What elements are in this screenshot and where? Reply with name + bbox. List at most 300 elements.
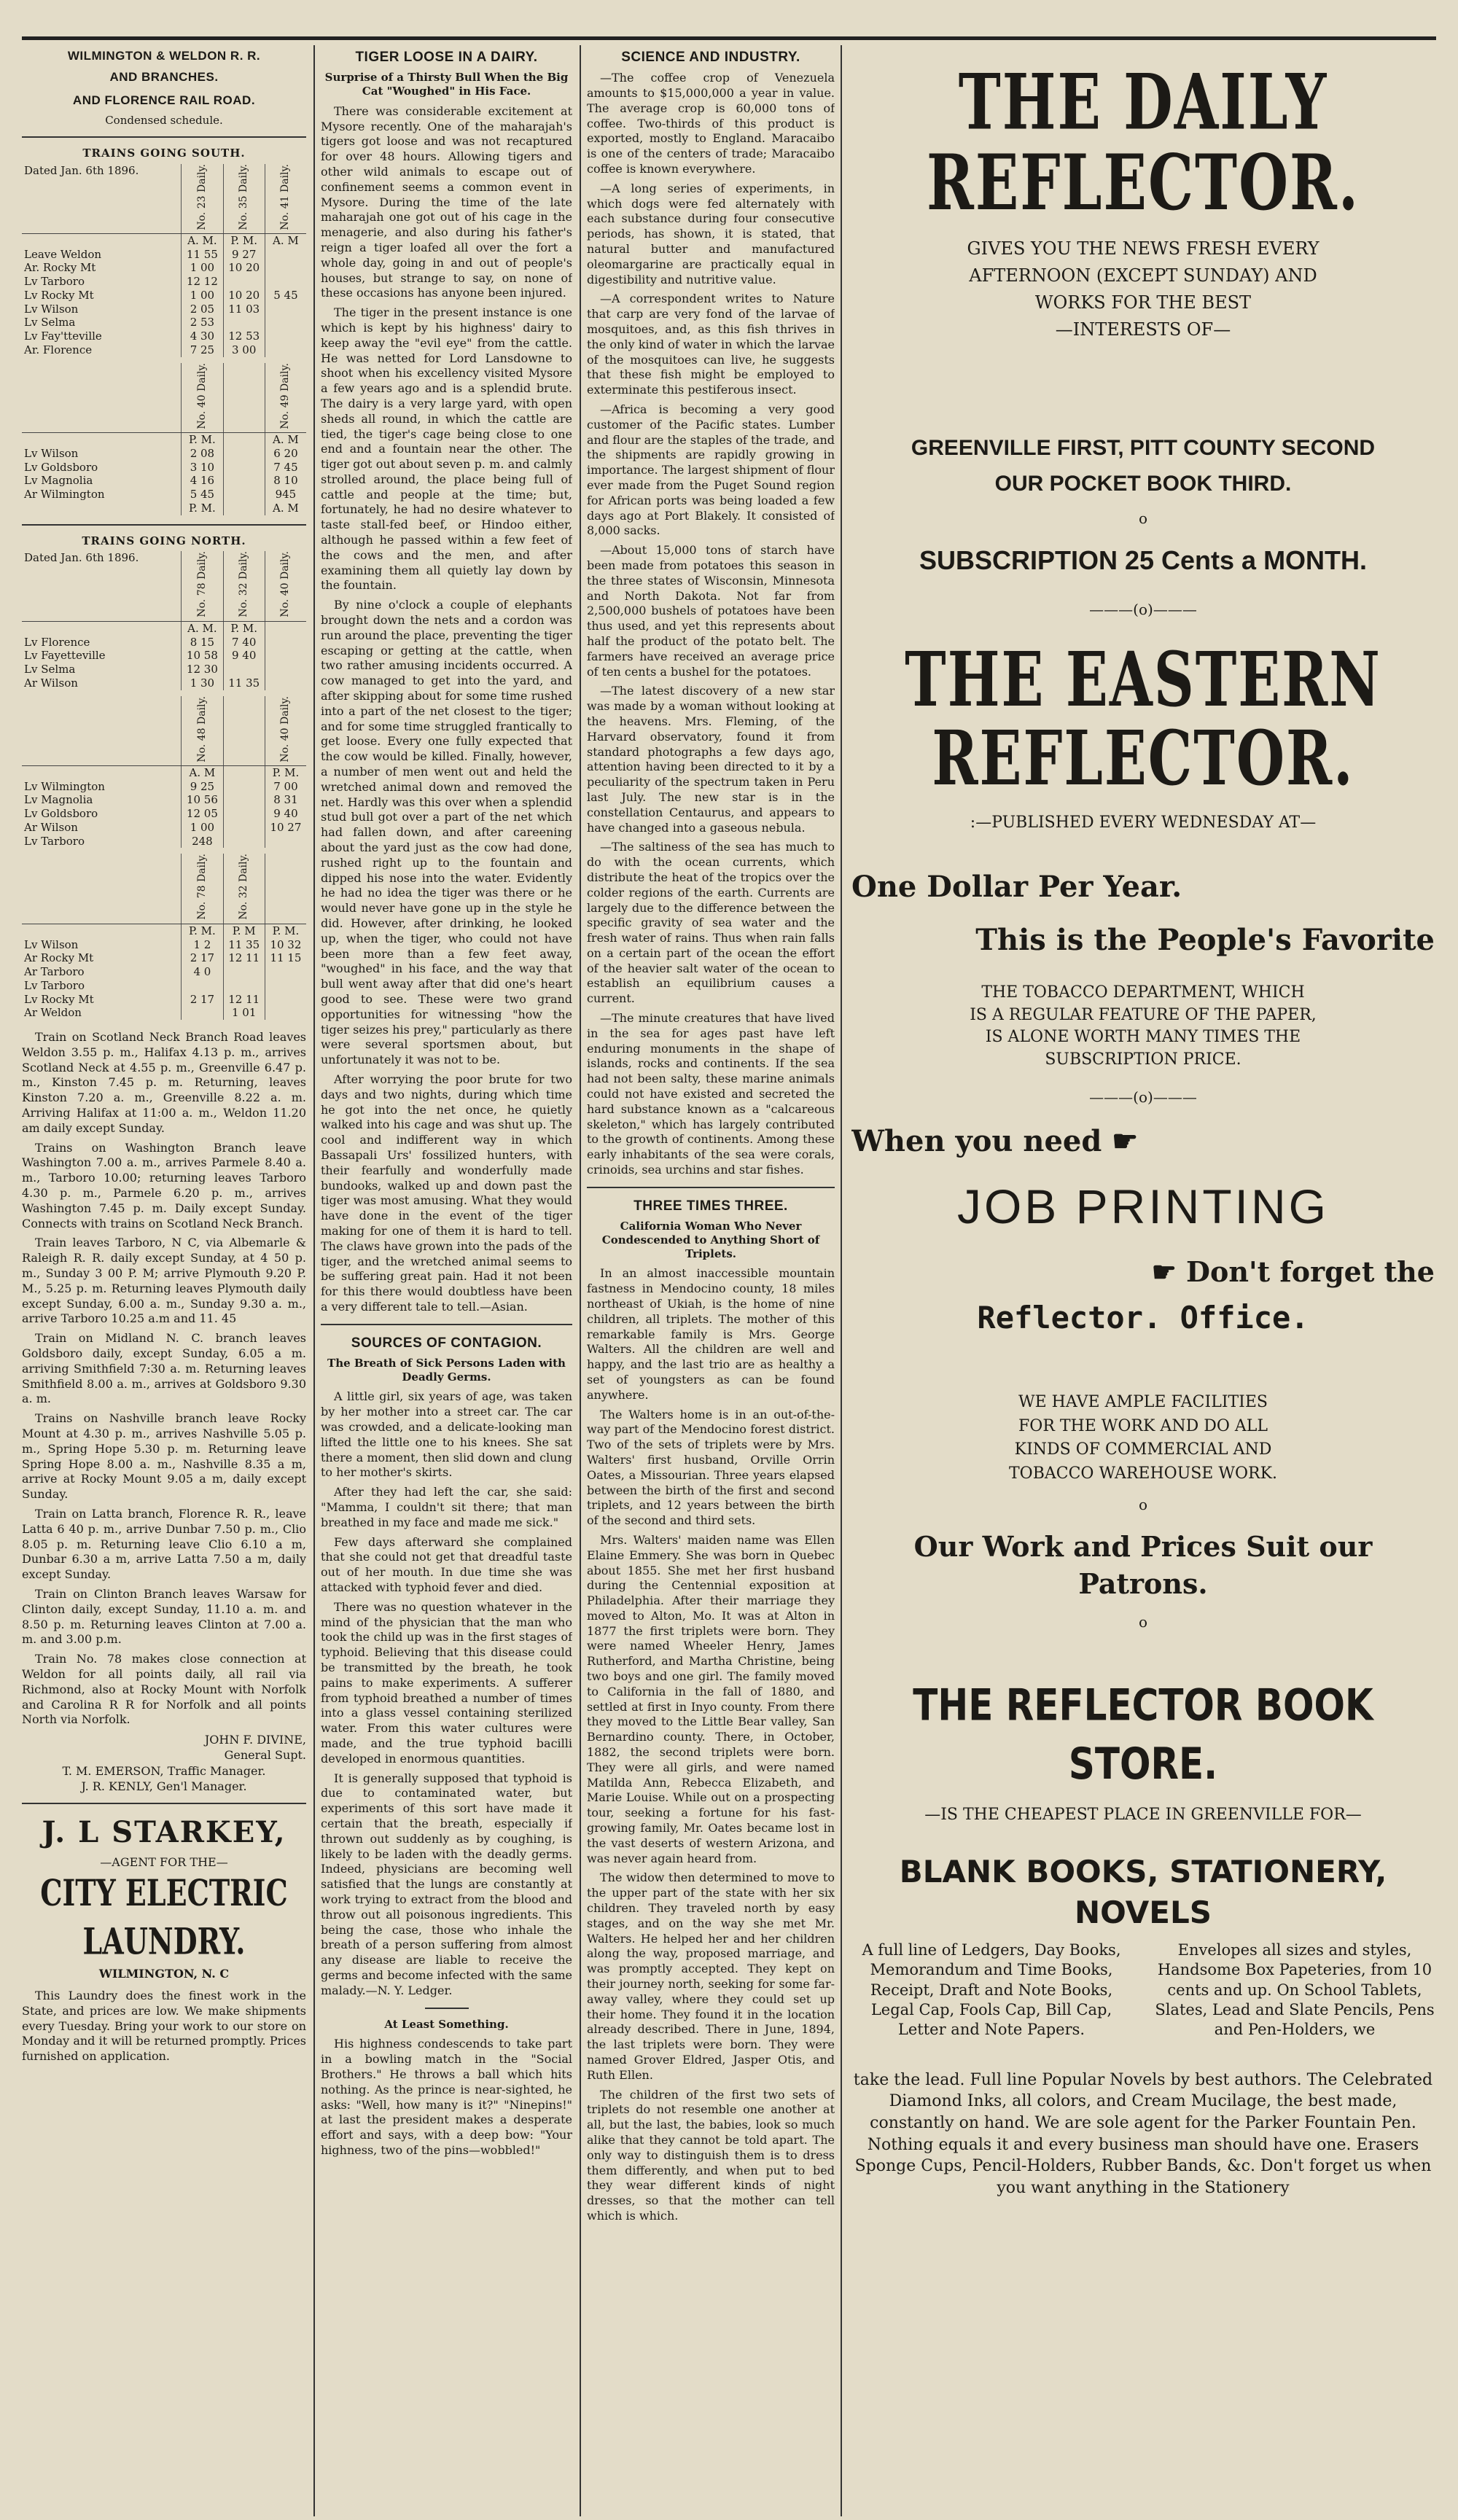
- signature-kenly: J. R. KENLY, Gen'l Manager.: [81, 1779, 247, 1793]
- train-time: A. M: [265, 502, 306, 515]
- paragraph: The children of the first two sets of triplets do not resemble one another at all, but the last, the babies, look so much alike that they cannot be told apart. The only way to distinguish them is to dress them differently, and when put to bed they wear different kinds of night dresses, so that the mother can tell which is which.: [587, 2087, 835, 2223]
- timetable-header-train: No. 40 Daily.: [182, 363, 223, 433]
- station-name: Ar. Florence: [24, 343, 93, 356]
- paragraph: Train on Latta branch, Florence R. R., leave Latta 6 40 p. m., arrive Dunbar 7.50 p. m., Clio 8.05 p. m. Returning leave Clio 6.10 a m, Dunbar 6.30 a m, arrive Latta 7.50 a m, daily except Sunday.: [22, 1506, 306, 1582]
- paragraph: —The minute creatures that have lived in the sea for ages past have left enduring monuments in the shape of islands, rocks and continents. If the sea had not been salty, these marine animals could not have existed and secreted the hard substance known as a "calcareous skeleton," which has largely contributed to the growth of continents. Among these early inhabitants of the sea were corals, crinoids, sea urchins and star fishes.: [587, 1011, 835, 1177]
- divider: [22, 1803, 306, 1804]
- train-time: [223, 461, 265, 475]
- column-separator: [841, 45, 842, 2516]
- station-name: Ar Wilmington: [24, 488, 105, 502]
- train-time: A. M: [265, 233, 306, 247]
- train-time: 12 05: [182, 807, 223, 821]
- train-time: 10 32: [265, 938, 306, 952]
- ample-line-3: KINDS OF COMMERCIAL AND: [1014, 1440, 1272, 1459]
- rr-schedule-note: Condensed schedule.: [105, 113, 223, 127]
- train-time: [265, 248, 306, 262]
- paragraph: —The coffee crop of Venezuela amounts to $15,000,000 a year in value. The average crop is 60,000 tons of coffee. Two-thirds of this product is exported, mostly to England. Maracaibo is one of the centers of trade; Maracaibo coffee is known everywhere.: [587, 71, 835, 176]
- station-name: [22, 502, 182, 515]
- triplets-story: [587, 1266, 835, 2223]
- paragraph: Train leaves Tarboro, N C, via Albemarle & Raleigh R. R. daily except Sunday, at 4 50 p. m., Sunday 3 00 P. M; arrive Plymouth 9.20 P. M., 5.25 p. m. Returning leaves Plymouth daily except Sunday, 6.00 a. m., Sunday 9.30 a. m., arrive Tarboro 10.25 a.m and 11. 45: [22, 1236, 306, 1326]
- timetable-header-train: [265, 854, 306, 924]
- contagion-subheadline: The Breath of Sick Persons Laden with Deadly Germs.: [327, 1356, 566, 1384]
- train-time: 7 00: [265, 780, 306, 794]
- divider: [22, 524, 306, 526]
- greenville-line: GREENVILLE FIRST, PITT COUNTY SECOND: [911, 435, 1376, 460]
- station-name: Lv Rocky Mt: [24, 288, 94, 302]
- train-time: [265, 343, 306, 357]
- timetable-header-train: [223, 363, 265, 433]
- station-name: [22, 924, 182, 937]
- timetable-row: [22, 649, 306, 663]
- ample-line-1: WE HAVE AMPLE FACILITIES: [1018, 1393, 1268, 1412]
- dont-forget: ☛ Don't forget the: [1151, 1255, 1435, 1288]
- starkey-name: J. L STARKEY,: [42, 1815, 286, 1850]
- timetable-header-date: [22, 696, 182, 766]
- agent-line: —AGENT FOR THE—: [100, 1855, 228, 1870]
- train-time: 3 00: [223, 343, 265, 357]
- timetable-row: [22, 316, 306, 329]
- timetable-row: [22, 807, 306, 821]
- train-time: [265, 329, 306, 343]
- pocket-book-line: OUR POCKET BOOK THIRD.: [994, 472, 1292, 496]
- bowling-subheadline: At Least Something.: [384, 2017, 509, 2031]
- north-timetable-3: [22, 854, 306, 1020]
- paragraph: There was no question whatever in the mind of the physician that the man who took the child up was in the first stages of typhoid. Believing that this disease could be transmitted by the breath, he took pains to make experiments. A sufferer from typhoid breathed a number of times into a glass vessel containing sterilized water. From this water cultures were made, and the true typhoid bacilli developed in enormous quantities.: [321, 1599, 572, 1766]
- tiger-subheadline: Surprise of a Thirsty Bull When the Big Cat "Woughed" in His Face.: [324, 71, 569, 98]
- station-name: Lv Tarboro: [24, 978, 85, 992]
- paragraph: Trains on Washington Branch leave Washington 7.00 a. m., arrives Parmele 8.40 a. m., Tarboro 10.00; returning leaves Tarboro 4.30 p. m., Parmele 6.20 p. m., arrives Washington 7.45 p. m. Daily except Sunday. Connects with trains on Scotland Neck Branch.: [22, 1140, 306, 1230]
- published-line: :—PUBLISHED EVERY WEDNESDAY AT—: [970, 813, 1317, 832]
- station-name: Lv Fayetteville: [24, 649, 106, 663]
- ample-line-4: TOBACCO WAREHOUSE WORK.: [1008, 1464, 1278, 1483]
- branch-notes: [22, 1030, 306, 1728]
- paragraph: Mrs. Walters' maiden name was Ellen Elaine Emmery. She was born in Quebec about 1855. She met her first husband during the Centennial exposition at Philadelphia. After their marriage they moved to Alton, Mo. It was at Alton in 1877 the first triplets were born. They were named Wheeler Henry, James Rutherford, and Martha Christine, being two boys and one girl. The family moved to California in the fall of 1880, and settled at first in Inyo county. From there they moved to the Little Bear valley, San Bernardino county. There, in October, 1882, the second triplets were born. They were all girls, and were named Matilda Ann, Rebecca Elizabeth, and Marie Louise. While out on a prospecting tour, seeking a fortune for his fast-growing family, Mr. Oates became lost in the vast deserts of western Arizona, and was never again heard from.: [587, 1532, 835, 1865]
- north-timetable: [22, 551, 306, 690]
- train-time: [223, 433, 265, 447]
- train-time: [182, 1006, 223, 1020]
- timetable-header-train: No. 40 Daily.: [265, 696, 306, 766]
- paragraph: There was considerable excitement at Mysore recently. One of the maharajah's tigers got loose and was not recaptured for over 48 hours. Allowing tigers and other wild animals to escape out of confinement seems a common event in Mysore. During the time of the late maharajah one got out of his cage in the menagerie, and also during his father's reign a tiger loafed all over the fort a whole day, going in and out of people's houses, but strange to say, on none of these occasions has anyone been injured.: [321, 104, 572, 300]
- timetable-row: [22, 979, 306, 993]
- train-time: 1 01: [223, 1006, 265, 1020]
- column-separator: [580, 45, 581, 2516]
- timetable-row: [22, 676, 306, 690]
- station-name: Ar Rocky Mt: [24, 951, 94, 965]
- train-time: 9 27: [223, 248, 265, 262]
- train-time: 8 10: [265, 474, 306, 488]
- timetable-row: [22, 447, 306, 461]
- timetable-header-date: [22, 854, 182, 924]
- train-time: [223, 835, 265, 849]
- station-name: Ar Weldon: [24, 1006, 82, 1020]
- paragraph: After worrying the poor brute for two days and two nights, during which time he got into the net once, he quietly walked into his cage and was shut up. The cool and indifferent way in which Bassapali Urs' fossilized hunters, with their fearfully and wonderfully made bundooks, walked up and down past the tiger was most amusing. What they would have done in the event of the tiger making for one of them it is hard to tell. The claws have grown into the pads of the tiger, and the wretched animal seems to be suffering great pain. Had it not been for this there would doubtless have been a very different tale to tell.—Asian.: [321, 1072, 572, 1314]
- reflector-advertisement: [851, 45, 1435, 2509]
- timetable-row: [22, 289, 306, 303]
- paragraph: In an almost inaccessible mountain fastness in Mendocino county, 18 miles northeast of Ukiah, is the home of nine children, all triplets. The mother of this remarkable family is Mrs. George Walters. All the children are well and happy, and the last trio are as healthy a set of youngsters as can be found anywhere.: [587, 1266, 835, 1402]
- train-time: [265, 835, 306, 849]
- timetable-row: [22, 233, 306, 247]
- paragraph: The widow then determined to move to the upper part of the state with her six children. They traveled north by easy stages, and on the way she met Mr. Walters. He helped her and her children along the way, proposed marriage, and was promptly accepted. They kept on their journey north, seeking for some far-away valley, where they could set up their home. They found it in the location already described. There in June, 1894, the last triplets were born. They were named Grover Eldred, Jasper Otis, and Ruth Ellen.: [587, 1871, 835, 2082]
- railroad-column: [22, 45, 306, 2509]
- rr-subtitle-2: AND FLORENCE RAIL ROAD.: [72, 93, 256, 108]
- ample-line-2: FOR THE WORK AND DO ALL: [1018, 1416, 1268, 1435]
- train-time: [265, 979, 306, 993]
- train-time: 4 0: [182, 965, 223, 979]
- train-time: 4 30: [182, 329, 223, 343]
- gives-line-1: GIVES YOU THE NEWS FRESH EVERY: [967, 238, 1319, 259]
- train-time: 12 12: [182, 275, 223, 289]
- rr-subtitle: AND BRANCHES.: [109, 69, 219, 84]
- daily-reflector-title: THE DAILY REFLECTOR.: [927, 58, 1360, 228]
- timetable-row: [22, 993, 306, 1007]
- divider: [22, 136, 306, 138]
- stationery-list-right: Envelopes all sizes and styles, Handsome Box Papeteries, from 10 cents and up. On School Tablets, Slates, Lead and Slate Pencils, Pens and Pen-Holders, we: [1155, 1941, 1435, 2039]
- contagion-headline: SOURCES OF CONTAGION.: [351, 1335, 542, 1351]
- divider: o: [1138, 1495, 1148, 1513]
- train-time: 12 11: [223, 951, 265, 965]
- laundry-title: CITY ELECTRIC LAUNDRY.: [40, 1871, 288, 1962]
- station-name: Lv Rocky Mt: [24, 992, 94, 1006]
- train-time: 2 17: [182, 993, 223, 1007]
- train-time: 10 20: [223, 261, 265, 275]
- paragraph: Train on Clinton Branch leaves Warsaw for Clinton daily, except Sunday, 11.10 a. m. and 8.50 p. m. Returning leaves Clinton at 7.00 a. m. and 3.00 p.m.: [22, 1586, 306, 1647]
- train-time: A. M.: [182, 233, 223, 247]
- timetable-row: [22, 821, 306, 835]
- station-name: Ar Wilson: [24, 676, 78, 690]
- train-time: A. M: [182, 765, 223, 779]
- paragraph: His highness condescends to take part in a bowling match in the "Social Brothers." He throws a ball which hits nothing. As the prince is near-sighted, he asks: "Well, how many is it?" "Ninepins!" at last the president makes a desperate effort and says, with a deep bow: "Your highness, two of the pins—wobbled!": [321, 2037, 572, 2157]
- station-name: Lv Wilson: [24, 937, 79, 951]
- station-name: Lv Florence: [24, 635, 90, 649]
- timetable-header-train: No. 32 Daily.: [223, 551, 265, 621]
- station-name: Ar Wilson: [24, 820, 78, 834]
- paragraph: After they had left the car, she said: "Mamma, I couldn't sit there; that man breathed in my face and made me sick.": [321, 1485, 572, 1529]
- paragraph: The Walters home is in an out-of-the-way part of the Mendocino forest district. Two of the sets of triplets were by Mrs. Walters' first husband, Orville Orrin Oates, a Missourian. Three years elapsed between the birth of the first and second triplets, and 12 years between the birth of the second and third sets.: [587, 1407, 835, 1528]
- timetable-header-train: [223, 696, 265, 766]
- train-time: 248: [182, 835, 223, 849]
- gives-line-4: —INTERESTS OF—: [1055, 319, 1231, 340]
- train-time: 12 30: [182, 663, 223, 676]
- train-time: [223, 316, 265, 329]
- timetable-row: [22, 1006, 306, 1020]
- train-time: 9 25: [182, 780, 223, 794]
- paragraph: —The saltiness of the sea has much to do with the ocean currents, which distribute the heat of the tropics over the colder regions of the earth. Currents are largely due to the difference between the specific gravity of sea water and the fresh water of rains. Thus when rain falls on a certain part of the ocean the effort of the heavier salt water of the ocean to establish an equilibrium causes a current.: [587, 840, 835, 1006]
- timetable-row: [22, 275, 306, 289]
- train-time: 4 16: [182, 474, 223, 488]
- train-time: [182, 979, 223, 993]
- timetable-row: [22, 502, 306, 515]
- train-time: 11 55: [182, 248, 223, 262]
- subscription-line: SUBSCRIPTION 25 Cents a MONTH.: [919, 545, 1368, 575]
- timetable-header-train: No. 40 Daily.: [265, 551, 306, 621]
- station-name: Lv Selma: [24, 316, 76, 329]
- timetable-row: [22, 474, 306, 488]
- tobacco-line-1: THE TOBACCO DEPARTMENT, WHICH: [981, 983, 1305, 1002]
- station-name: Lv Wilson: [24, 446, 79, 460]
- timetable-row: [22, 343, 306, 357]
- paragraph: A little girl, six years of age, was taken by her mother into a street car. The car was crowded, and a delicate-looking man lifted the little one to his knees. She sat there a moment, then slid down and clung to her mother's skirts.: [321, 1389, 572, 1480]
- train-time: P. M.: [182, 924, 223, 937]
- timetable-row: [22, 765, 306, 779]
- timetable-row: [22, 261, 306, 275]
- timetable-header-date: Dated Jan. 6th 1896.: [22, 164, 182, 234]
- train-time: 1 00: [182, 261, 223, 275]
- trains-north-title: TRAINS GOING NORTH.: [82, 534, 246, 547]
- paragraph: Train on Scotland Neck Branch Road leaves Weldon 3.55 p. m., Halifax 4.13 p. m., arrives Scotland Neck at 4.55 p. m., Greenville 6.47 p. m., Kinston 7.45 p. m. Returning, leaves Kinston 7.20 a. m., Greenville 8.22 a. m. Arriving Halifax at 11:00 a. m., Weldon 11.20 am daily except Sunday.: [22, 1030, 306, 1135]
- paragraph: The tiger in the present instance is one which is kept by his highness' dairy to keep away the "evil eye" from the cattle. He was netted for Lord Lansdowne to shoot when his excellency visited Mysore a few years ago and is a splendid brute. The dairy is a very large yard, with open sheds all round, in which the cattle are tied, the tiger's cage being close to one end and a fountain near the other. The tiger got out about seven p. m. and calmly strolled around, the place being full of cattle and people at the time; but, fortunately, he had no desire whatever to taste stall-fed beef, or Hindoo either, although he passed within a few feet of the cows and the men, and after examining them all quietly lay down by the fountain.: [321, 305, 572, 593]
- tobacco-line-4: SUBSCRIPTION PRICE.: [1045, 1050, 1241, 1069]
- stories-column: [321, 45, 572, 2509]
- station-name: Lv Goldsboro: [24, 460, 98, 474]
- signature-divine: JOHN F. DIVINE,: [204, 1733, 306, 1747]
- train-time: P. M.: [265, 924, 306, 937]
- train-time: 9 40: [265, 807, 306, 821]
- timetable-header-train: No. 49 Daily.: [265, 363, 306, 433]
- train-time: [265, 621, 306, 635]
- blank-books-line: BLANK BOOKS, STATIONERY, NOVELS: [899, 1854, 1387, 1931]
- train-time: 2 17: [182, 951, 223, 965]
- timetable-header-train: No. 78 Daily.: [182, 854, 223, 924]
- stationery-list-left: A full line of Ledgers, Day Books, Memorandum and Time Books, Receipt, Draft and Note Books, Legal Cap, Fools Cap, Bill Cap, Letter and Note Papers.: [862, 1941, 1121, 2039]
- paragraph: —About 15,000 tons of starch have been made from potatoes this season in the three states of Wisconsin, Minnesota and North Dakota. Not far from 2,500,000 bushels of potatoes have been thus used, and yet this represents about half the product of the potato belt. The farmers have received an average price of ten cents a bushel for the potatoes.: [587, 543, 835, 679]
- train-time: 12 11: [223, 993, 265, 1007]
- tiger-story: [321, 104, 572, 1315]
- train-time: [223, 502, 265, 515]
- peoples-favorite: This is the People's Favorite: [975, 922, 1435, 957]
- train-time: [265, 965, 306, 979]
- train-time: 10 58: [182, 649, 223, 663]
- train-time: [223, 965, 265, 979]
- gives-line-2: AFTERNOON (EXCEPT SUNDAY) AND: [969, 265, 1317, 286]
- station-name: [22, 433, 182, 447]
- train-time: [223, 488, 265, 502]
- timetable-row: [22, 965, 306, 979]
- gives-line-3: WORKS FOR THE BEST: [1034, 292, 1252, 313]
- train-time: [265, 636, 306, 649]
- divider: ———(o)———: [1089, 1088, 1197, 1107]
- tobacco-line-3: IS ALONE WORTH MANY TIMES THE: [985, 1028, 1301, 1047]
- timetable-row: [22, 303, 306, 316]
- train-time: [223, 663, 265, 676]
- eastern-reflector-title: THE EASTERN REFLECTOR.: [905, 636, 1381, 803]
- train-time: 10 20: [223, 289, 265, 303]
- train-time: 11 35: [223, 938, 265, 952]
- timetable-row: [22, 248, 306, 262]
- timetable-row: [22, 938, 306, 952]
- paragraph: Train No. 78 makes close connection at Weldon for all points daily, all rail via Richmond, also at Rocky Mount with Norfolk and Carolina R R for Norfolk and all points North via Norfolk.: [22, 1652, 306, 1727]
- train-time: [265, 649, 306, 663]
- north-timetable-2: [22, 696, 306, 849]
- science-notes: [587, 71, 835, 1178]
- train-time: P. M.: [223, 233, 265, 247]
- train-time: 2 53: [182, 316, 223, 329]
- timetable-header-train: No. 35 Daily.: [223, 164, 265, 234]
- divider: o: [1138, 1613, 1148, 1631]
- paragraph: —A long series of experiments, in which dogs were fed alternately with each substance during four consecutive periods, has shown, it is stated, that natural butter and manufactured oleomargarine are practically equal in digestibility and nutritive value.: [587, 181, 835, 286]
- station-name: Lv Magnolia: [24, 474, 93, 488]
- train-time: 11 15: [265, 951, 306, 965]
- train-time: 6 20: [265, 447, 306, 461]
- bowling-story: [321, 2037, 572, 2158]
- train-time: [223, 821, 265, 835]
- train-time: 8 15: [182, 636, 223, 649]
- timetable-header-train: No. 48 Daily.: [182, 696, 223, 766]
- timetable-header-train: No. 41 Daily.: [265, 164, 306, 234]
- train-time: 10 56: [182, 793, 223, 807]
- train-time: P. M.: [223, 621, 265, 635]
- paragraph: —The latest discovery of a new star was made by a woman without looking at the heavens. Mrs. Fleming, of the Harvard observatory, found it from standard photographs a few days ago, attention having been directed to it by a peculiarity of the spectrum taken in Peru last July. The new star is in the constellation Centaurus, and appears to have changed into a gaseous nebula.: [587, 684, 835, 835]
- train-time: [223, 780, 265, 794]
- timetable-header-train: No. 23 Daily.: [182, 164, 223, 234]
- timetable-header-date: [22, 363, 182, 433]
- closing-paragraph: take the lead. Full line Popular Novels by best authors. The Celebrated Diamond Inks, all colors, and Cream Mucilage, the best made, constantly on hand. We are sole agent for the Parker Fountain Pen. Nothing equals it and every business man should have one. Erasers Sponge Cups, Pencil-Holders, Rubber Bands, &c. Don't forget us when you want anything in the Stationery: [853, 2070, 1433, 2198]
- train-time: 7 40: [223, 636, 265, 649]
- timetable-header-date: Dated Jan. 6th 1896.: [22, 551, 182, 621]
- train-time: [265, 275, 306, 289]
- timetable-row: [22, 793, 306, 807]
- train-time: 1 00: [182, 289, 223, 303]
- train-time: 1 00: [182, 821, 223, 835]
- paragraph: By nine o'clock a couple of elephants brought down the nets and a cordon was run around the place, preventing the tiger escaping or getting at the cattle, when two rather amusing incidents occurred. A cow managed to get into the yard, and after skipping about for some time rushed into a part of the net closest to the tiger; and for some time struggled frantically to get loose. Every one fully expected that the cow would be killed. Finally, however, a number of men went out and held the wretched animal down and removed the net. Hardly was this over when a splendid stud bull got over a part of the net which had fallen down, and after careening about the yard just as the cow had done, rushed right up to the fountain and dipped his nose into the water. Evidently he had no idea the tiger was there or he would never have gone up in the style he did. However, after drinking, he looked up, when the tiger, who could not have been more than a few feet away, "woughed" in his face, and the way that bull went away after that did one's heart good to see. These were two grand opportunities for witnessing "how the tiger seizes his prey," particularly as there were several sportsmen about, but unfortunately it was not to be.: [321, 598, 572, 1067]
- stationery-lists: [851, 1940, 1435, 2040]
- train-time: [223, 474, 265, 488]
- station-name: Lv Tarboro: [24, 275, 85, 289]
- job-printing: JOB PRINTING: [956, 1179, 1330, 1234]
- station-name: Lv Fay'tteville: [24, 329, 102, 343]
- trains-south-title: TRAINS GOING SOUTH.: [82, 146, 246, 160]
- train-time: 11 03: [223, 303, 265, 316]
- train-time: 10 27: [265, 821, 306, 835]
- train-time: 7 25: [182, 343, 223, 357]
- station-name: Ar Tarboro: [24, 965, 85, 979]
- train-time: P. M.: [182, 502, 223, 515]
- divider: [587, 1187, 835, 1188]
- signature-emerson: T. M. EMERSON, Traffic Manager.: [62, 1763, 266, 1778]
- reflector-office: Reflector. Office.: [977, 1300, 1309, 1336]
- train-time: A. M: [265, 433, 306, 447]
- south-timetable-2: [22, 363, 306, 515]
- station-name: [22, 621, 182, 635]
- train-time: P. M.: [182, 433, 223, 447]
- train-time: 945: [265, 488, 306, 502]
- train-time: P. M: [223, 924, 265, 937]
- station-name: Lv Goldsboro: [24, 807, 98, 821]
- science-column: [587, 45, 835, 2509]
- timetable-row: [22, 433, 306, 447]
- train-time: 2 08: [182, 447, 223, 461]
- contagion-story: [321, 1389, 572, 1998]
- timetable-row: [22, 329, 306, 343]
- train-time: 9 40: [223, 649, 265, 663]
- rr-title: WILMINGTON & WELDON R. R.: [67, 49, 261, 63]
- station-name: [22, 233, 182, 247]
- triplets-headline: THREE TIMES THREE.: [634, 1198, 788, 1214]
- triplets-subheadline: California Woman Who Never Condescended to Anything Short of Triplets.: [601, 1220, 820, 1260]
- train-time: 8 31: [265, 793, 306, 807]
- station-name: Lv Wilmington: [24, 779, 105, 793]
- paragraph: —A correspondent writes to Nature that carp are very fond of the larvae of mosquitoes, and, as this fish thrives in the only kind of water in which the larvae of the mosquitoes can live, he suggests that these fish might be employed to exterminate this pestiferous insect.: [587, 292, 835, 397]
- train-time: [223, 793, 265, 807]
- paragraph: Trains on Nashville branch leave Rocky Mount at 4.30 p. m., arrives Nashville 5.05 p. m., Spring Hope 5.30 p. m. Returning leave Spring Hope 8.00 a. m., Nashville 8.35 a m, arrive at Rocky Mount 9.05 a m, daily except Sunday.: [22, 1411, 306, 1502]
- train-time: 11 35: [223, 676, 265, 690]
- laundry-location: WILMINGTON, N. C: [98, 1966, 230, 1981]
- timetable-header-train: No. 78 Daily.: [182, 551, 223, 621]
- train-time: [265, 663, 306, 676]
- train-time: [223, 447, 265, 461]
- train-time: 1 30: [182, 676, 223, 690]
- signature-divine-title: General Supt.: [224, 1748, 306, 1763]
- timetable-row: [22, 835, 306, 849]
- train-time: [223, 765, 265, 779]
- train-time: [223, 807, 265, 821]
- train-time: 1 2: [182, 938, 223, 952]
- train-time: [265, 316, 306, 329]
- divider: [425, 2008, 469, 2009]
- dollar-per-year: One Dollar Per Year.: [851, 869, 1182, 904]
- work-and-prices: Our Work and Prices Suit our Patrons.: [913, 1530, 1373, 1600]
- south-timetable: [22, 164, 306, 357]
- station-name: Ar. Rocky Mt: [24, 261, 96, 275]
- train-time: [265, 261, 306, 275]
- top-rule: [22, 36, 1436, 40]
- station-name: Lv Selma: [24, 663, 76, 676]
- train-time: 5 45: [182, 488, 223, 502]
- when-you-need: When you need ☛: [851, 1123, 1139, 1158]
- train-time: P. M.: [265, 765, 306, 779]
- timetable-header-train: No. 32 Daily.: [223, 854, 265, 924]
- station-name: Leave Weldon: [24, 247, 102, 261]
- divider: [321, 1324, 572, 1325]
- train-time: [223, 979, 265, 993]
- divider: ———(o)———: [1089, 600, 1197, 618]
- train-time: [223, 275, 265, 289]
- train-time: 3 10: [182, 461, 223, 475]
- timetable-row: [22, 951, 306, 965]
- timetable-row: [22, 488, 306, 502]
- laundry-text: This Laundry does the finest work in the State, and prices are low. We make shipments every Tuesday. Bring your work to our store on Monday and it will be returned promptly. Prices furnished on application.: [22, 1988, 306, 2064]
- train-time: 12 53: [223, 329, 265, 343]
- tobacco-line-2: IS A REGULAR FEATURE OF THE PAPER,: [970, 1005, 1317, 1024]
- timetable-row: [22, 663, 306, 676]
- timetable-row: [22, 636, 306, 649]
- timetable-row: [22, 780, 306, 794]
- science-headline: SCIENCE AND INDUSTRY.: [621, 50, 800, 65]
- cheapest-line: —IS THE CHEAPEST PLACE IN GREENVILLE FOR—: [924, 1805, 1362, 1824]
- train-time: [265, 1006, 306, 1020]
- train-time: 5 45: [265, 289, 306, 303]
- train-time: A. M.: [182, 621, 223, 635]
- train-time: 7 45: [265, 461, 306, 475]
- paragraph: It is generally supposed that typhoid is due to contaminated water, but experiments of this sort have made it certain that the breath, especially if thrown out suddenly as by coughing, is likely to be laden with the deadly germs. Indeed, physicians are becoming well satisfied that the lungs are constantly at work trying to extract from the blood and throw out all poisonous ingredients. This being the case, those who inhale the breath of a person suffering from almost any disease are liable to receive the germs and become infected with the same malady.—N. Y. Ledger.: [321, 1771, 572, 1997]
- divider: o: [1138, 510, 1148, 528]
- station-name: Lv Magnolia: [24, 793, 93, 807]
- station-name: [22, 765, 182, 779]
- paragraph: Train on Midland N. C. branch leaves Goldsboro daily, except Sunday, 6.05 a m. arriving Smithfield 7:30 a. m. Returning leaves Smithfield 8.00 a. m., arrives at Goldsboro 9.30 a. m.: [22, 1331, 306, 1406]
- paragraph: Few days afterward she complained that she could not get that dreadful taste out of her mouth. In due time she was attacked with typhoid fever and died.: [321, 1534, 572, 1595]
- book-store-title: THE REFLECTOR BOOK STORE.: [913, 1680, 1373, 1789]
- train-time: 2 05: [182, 303, 223, 316]
- paragraph: —Africa is becoming a very good customer of the Pacific states. Lumber and flour are the staples of the trade, and the shipments are rapidly growing in importance. The largest shipment of flour ever made from the Puget Sound region for African ports was being loaded a few days ago at Port Blakely. It consisted of 8,000 sacks.: [587, 402, 835, 538]
- station-name: Lv Wilson: [24, 302, 79, 316]
- tiger-headline: TIGER LOOSE IN A DAIRY.: [355, 50, 538, 65]
- timetable-row: [22, 924, 306, 937]
- station-name: Lv Tarboro: [24, 834, 85, 848]
- timetable-row: [22, 621, 306, 635]
- train-time: [265, 303, 306, 316]
- train-time: [265, 993, 306, 1007]
- timetable-row: [22, 461, 306, 475]
- train-time: [265, 676, 306, 690]
